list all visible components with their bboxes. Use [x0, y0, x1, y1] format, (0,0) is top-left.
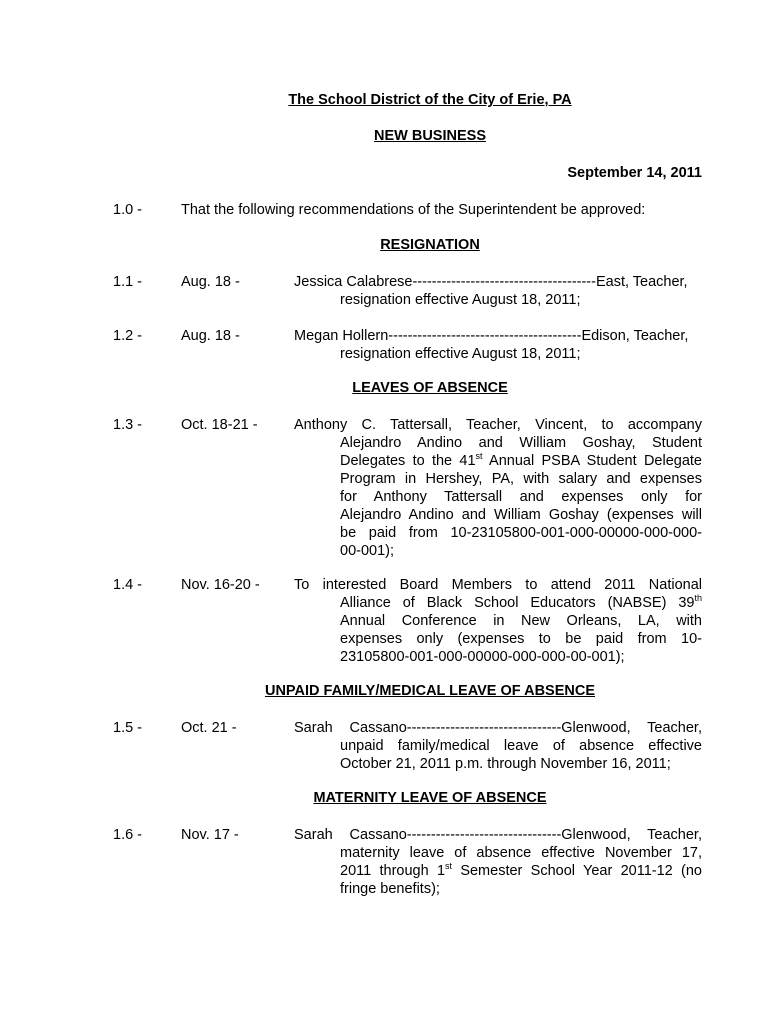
- item-text: Alliance of Black School Educators (NABSE) 39th: [340, 593, 702, 611]
- heading-unpaid-leave: UNPAID FAMILY/MEDICAL LEAVE OF ABSENCE: [264, 683, 596, 699]
- section-title: NEW BUSINESS: [374, 128, 486, 144]
- item-text: Anthony C. Tattersall, Teacher, Vincent, to accompany: [294, 417, 702, 433]
- heading-resignation: RESIGNATION: [380, 237, 480, 253]
- item-number: 1.3 -: [113, 417, 143, 433]
- item-number: 1.5 -: [113, 720, 143, 736]
- item-number: 1.0 -: [113, 202, 143, 218]
- item-date: Oct. 21 -: [181, 720, 237, 736]
- item-date: Nov. 17 -: [181, 827, 239, 843]
- item-number: 1.2 -: [113, 328, 143, 344]
- item-text: Megan Hollern----------------------------------------Edison, Teacher,: [294, 328, 689, 344]
- item-text: 00-001);: [340, 543, 395, 559]
- item-text: October 21, 2011 p.m. through November 16, 2011;: [340, 756, 671, 772]
- item-paragraph: [294, 826, 702, 898]
- item-paragraph: [294, 416, 702, 560]
- item-text: To interested Board Members to attend 2011 National: [294, 577, 702, 593]
- item-date: Nov. 16-20 -: [181, 577, 260, 593]
- item-number: 1.4 -: [113, 577, 143, 593]
- item-date: Aug. 18 -: [181, 274, 240, 290]
- heading-maternity-leave: MATERNITY LEAVE OF ABSENCE: [313, 790, 547, 806]
- item-text: fringe benefits);: [340, 881, 440, 897]
- item-text: for Anthony Tattersall and expenses only for: [340, 489, 702, 505]
- heading-leaves-of-absence: LEAVES OF ABSENCE: [352, 380, 508, 396]
- item-text: unpaid family/medical leave of absence effective: [340, 738, 702, 754]
- item-text: Annual Conference in New Orleans, LA, with: [340, 613, 702, 629]
- item-date: Oct. 18-21 -: [181, 417, 258, 433]
- item-text: resignation effective August 18, 2011;: [340, 292, 581, 308]
- item-number: 1.6 -: [113, 827, 143, 843]
- item-text: Alejandro Andino and William Goshay (expenses will: [340, 507, 702, 523]
- intro-text: That the following recommendations of the Superintendent be approved:: [181, 202, 646, 218]
- item-text: Sarah Cassano--------------------------------Glenwood, Teacher,: [294, 720, 702, 736]
- item-text: Sarah Cassano--------------------------------Glenwood, Teacher,: [294, 827, 702, 843]
- item-text: Delegates to the 41st Annual PSBA Student Delegate: [340, 451, 702, 469]
- item-number: 1.1 -: [113, 274, 143, 290]
- item-text: be paid from 10-23105800-001-000-00000-000-000-: [340, 525, 702, 541]
- item-text: Jessica Calabrese--------------------------------------East, Teacher,: [294, 274, 688, 290]
- item-text: Alejandro Andino and William Goshay, Student: [340, 435, 702, 451]
- item-text: 23105800-001-000-00000-000-000-00-001);: [340, 649, 625, 665]
- item-text: Program in Hershey, PA, with salary and expenses: [340, 471, 702, 487]
- item-text: 2011 through 1st Semester School Year 2011-12 (no: [340, 861, 702, 879]
- item-text: resignation effective August 18, 2011;: [340, 346, 581, 362]
- item-date: Aug. 18 -: [181, 328, 240, 344]
- item-paragraph: [294, 576, 702, 666]
- document-title: The School District of the City of Erie, PA: [288, 92, 572, 108]
- item-paragraph: [294, 719, 702, 773]
- item-text: maternity leave of absence effective November 17,: [340, 845, 702, 861]
- meeting-date: September 14, 2011: [567, 165, 702, 181]
- item-text: expenses only (expenses to be paid from 10-: [340, 631, 702, 647]
